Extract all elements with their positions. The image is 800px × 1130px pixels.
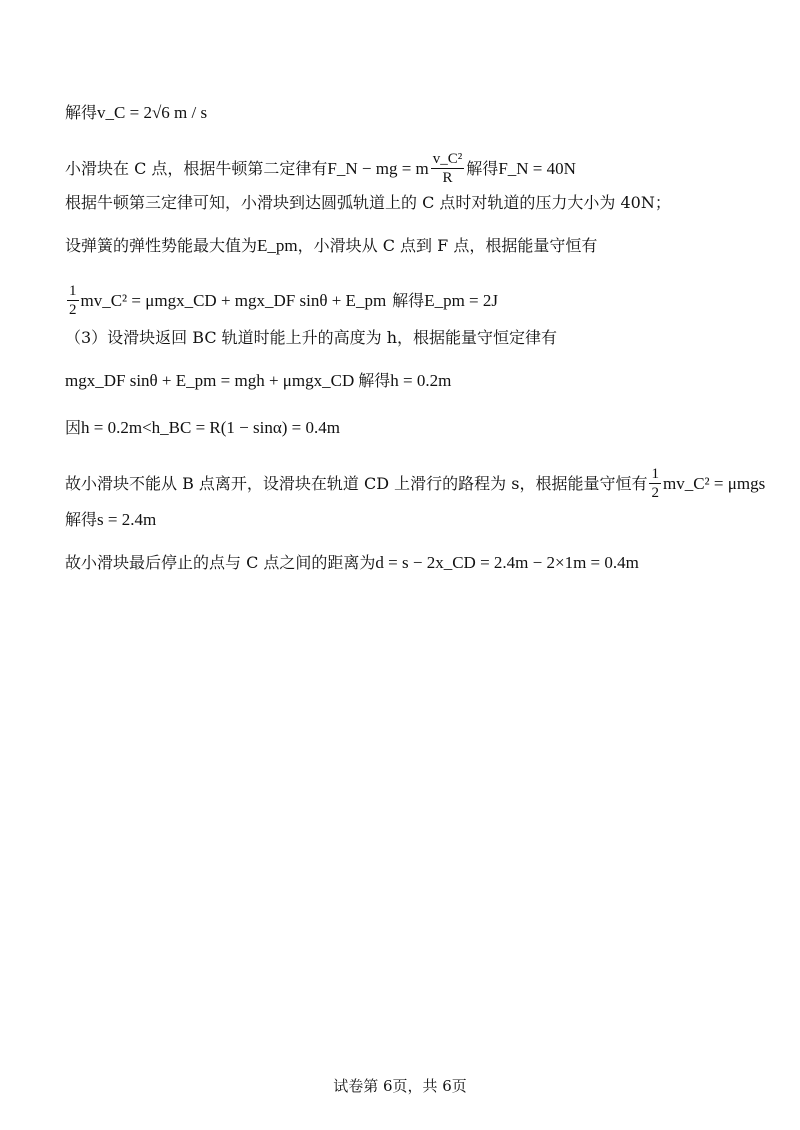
fraction-denominator: 2 <box>651 485 659 501</box>
solution-line-11 <box>65 553 639 573</box>
solution-line-3 <box>65 193 671 213</box>
equation: F_N − mg = m <box>327 158 429 178</box>
line-text: 解得 <box>466 158 499 178</box>
fraction-numerator: v_C² <box>432 151 463 167</box>
solution-line-4 <box>65 236 597 256</box>
equation-result: F_N = 40N <box>498 158 576 178</box>
line-text: （3）设滑块返回 BC 轨道时能上升的高度为 h，根据能量守恒定律有 <box>65 328 558 347</box>
solution-line-2 <box>65 150 576 187</box>
fraction <box>431 150 465 187</box>
line-text: 因 <box>65 418 82 437</box>
line-text: 解得 <box>65 510 98 529</box>
solution-line-7 <box>65 371 451 391</box>
line-text: 解得 <box>358 371 391 390</box>
solution-line-6 <box>65 328 557 348</box>
solution-line-10 <box>65 510 156 530</box>
fraction-numerator: 1 <box>69 283 77 299</box>
fraction <box>649 465 661 502</box>
equation: mv_C² = μmgx_CD + mgx_DF sinθ + E_pm <box>80 290 387 310</box>
fraction <box>67 282 79 319</box>
solution-line-8 <box>65 418 340 438</box>
line-text: 故小滑块最后停止的点与 C 点之间的距离为 <box>65 553 376 572</box>
line-text: ，小滑块从 C 点到 F 点，根据能量守恒有 <box>297 236 598 255</box>
solution-line-9 <box>65 465 765 502</box>
line-text: 解得 <box>65 103 98 122</box>
solution-line-5 <box>65 282 498 319</box>
equation-result: E_pm = 2J <box>424 290 498 310</box>
equation: E_pm <box>257 236 298 255</box>
equation-result: d = s − 2x_CD = 2.4m − 2×1m = 0.4m <box>375 553 639 572</box>
fraction-denominator: 2 <box>69 302 77 318</box>
fraction-numerator: 1 <box>651 466 659 482</box>
line-text: 小滑块在 C 点，根据牛顿第二定律有 <box>65 158 328 178</box>
equation: mv_C² = μmgs <box>662 473 766 493</box>
page-footer: 试卷第 6页，共 6页 <box>333 1077 467 1095</box>
equation-result: s = 2.4m <box>97 510 157 529</box>
line-text: 根据牛顿第三定律可知，小滑块到达圆弧轨道上的 C 点时对轨道的压力大小为 40N； <box>65 193 671 212</box>
equation: v_C = 2√6 m / s <box>97 103 208 122</box>
equation-result: h = 0.2m <box>390 371 452 390</box>
line-text: 故小滑块不能从 B 点离开，设滑块在轨道 CD 上滑行的路程为 s，根据能量守恒有 <box>65 473 648 493</box>
line-text: 设弹簧的弹性势能最大值为 <box>65 236 258 255</box>
equation: mgx_DF sinθ + E_pm = mgh + μmgx_CD <box>65 371 355 390</box>
equation: h = 0.2m<h_BC = R(1 − sinα) = 0.4m <box>81 418 340 437</box>
fraction-denominator: R <box>442 170 453 186</box>
line-text: 解得 <box>392 290 425 310</box>
solution-line-1 <box>65 103 207 123</box>
